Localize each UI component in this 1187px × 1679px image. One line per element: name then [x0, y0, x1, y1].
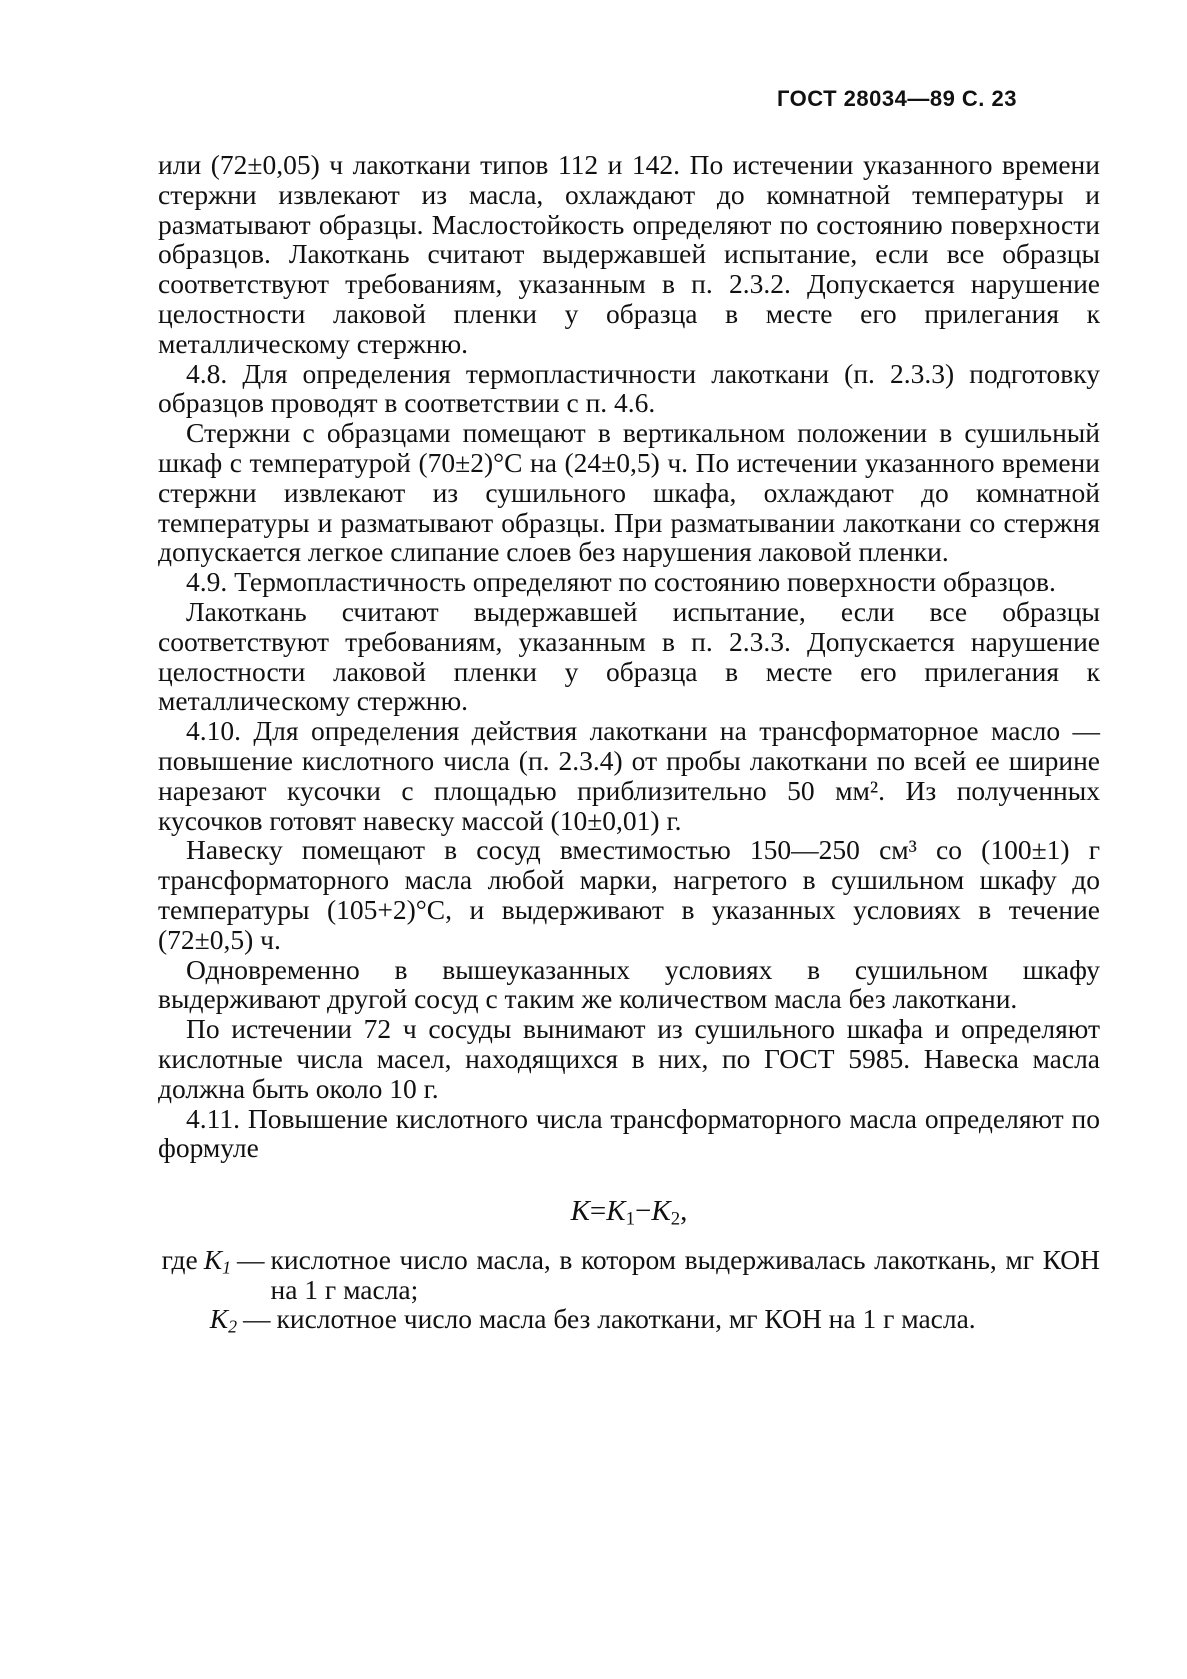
- paragraph-after-72h: По истечении 72 ч сосуды вынимают из сушильного шкафа и определяют кислотные числа масел, находящихся в них, по ГОСТ 5985. Навеска масла должна быть около 10 г.: [158, 1013, 1100, 1104]
- where-item: [158, 1245, 1100, 1305]
- formula-k1: K: [606, 1195, 626, 1228]
- paragraph-4-10: 4.10. Для определения действия лакоткани на трансформаторное масло — повышение кислотного числа (п. 2.3.4) от пробы лакоткани по всей ее ширине нарезают кусочки с площадью приблизительно 50 мм². Из полученных кусочков готовят навеску массой (10±0,01) г.: [158, 715, 1100, 836]
- where-block: [158, 1243, 1100, 1337]
- paragraph-4-9: 4.9. Термопластичность определяют по состоянию поверхности образцов.: [186, 566, 1056, 598]
- where-symbol: $K_2$: [209, 1303, 237, 1337]
- formula-k1-sub: 1: [625, 1208, 636, 1230]
- page-header: ГОСТ 28034—89 С. 23: [776, 86, 1017, 111]
- where-symbol: $K_1$: [203, 1243, 231, 1278]
- formula-tail: ,: [680, 1195, 688, 1228]
- where-definition: кислотное число масла, в котором выдерживалась лакоткань, мг КОН на 1 г масла;: [270, 1243, 1100, 1305]
- formula-k2-sub: 2: [670, 1208, 681, 1230]
- paragraph-4-8: 4.8. Для определения термопластичности лакоткани (п. 2.3.3) подготовку образцов проводят в соответствии с п. 4.6.: [158, 357, 1100, 419]
- where-lead: где $K_1$: [161, 1243, 231, 1278]
- paragraph-simultaneously: Одновременно в вышеуказанных условиях в сушильном шкафу выдерживают другой сосуд с таким же количеством масла без лакоткани.: [158, 953, 1100, 1015]
- paragraph-continuation: или (72±0,05) ч лакоткани типов 112 и 142. По истечении указанного времени стержни извлекают из масла, охлаждают до комнатной температуры и разматывают образцы. Маслостойкость определяют по состоянию поверхности образцов. Лакоткань считают выдержавшей испытание, если все образцы соответствуют требованиям, указанным в п. 2.3.2. Допускается нарушение целостности лаковой пленки у образца в месте его прилегания к металлическому стержню.: [158, 149, 1100, 359]
- formula: [158, 1195, 1100, 1230]
- document-body: [158, 149, 1100, 1337]
- paragraph-sample: Навеску помещают в сосуд вместимостью 150—250 см³ со (100±1) г трансформаторного масла любой марки, нагретого в сушильном шкафу до температуры (105+2)°С, и выдерживают в указанных условиях в течение (72±0,5) ч.: [158, 834, 1100, 955]
- formula-minus: −: [635, 1195, 652, 1228]
- paragraph-4-11: 4.11. Повышение кислотного числа трансформаторного масла определяют по формуле: [158, 1102, 1100, 1164]
- where-item: [158, 1303, 1100, 1337]
- formula-k2: K: [651, 1195, 671, 1228]
- where-definition: кислотное число масла без лакоткани, мг КОН на 1 г масла.: [276, 1303, 976, 1335]
- paragraph-rods: Стержни с образцами помещают в вертикальном положении в сушильный шкаф с температурой (70±2)°С на (24±0,5) ч. По истечении указанного времени стержни извлекают из сушильного шкафа, охлаждают до комнатной температуры и разматывают образцы. При разматывании лакоткани со стержня допускается легкое слипание слоев без нарушения лаковой пленки.: [158, 417, 1100, 568]
- formula-lhs: K: [570, 1195, 590, 1228]
- where-dash: —: [243, 1303, 271, 1335]
- paragraph-lacquer-cloth: Лакоткань считают выдержавшей испытание, если все образцы соответствуют требованиям, указанным в п. 2.3.3. Допускается нарушение целостности лаковой пленки у образца в месте его прилегания к металлическому стержню.: [158, 595, 1100, 717]
- formula-equals: =: [589, 1195, 607, 1228]
- where-lead: [158, 1303, 237, 1337]
- where-dash: —: [237, 1243, 265, 1275]
